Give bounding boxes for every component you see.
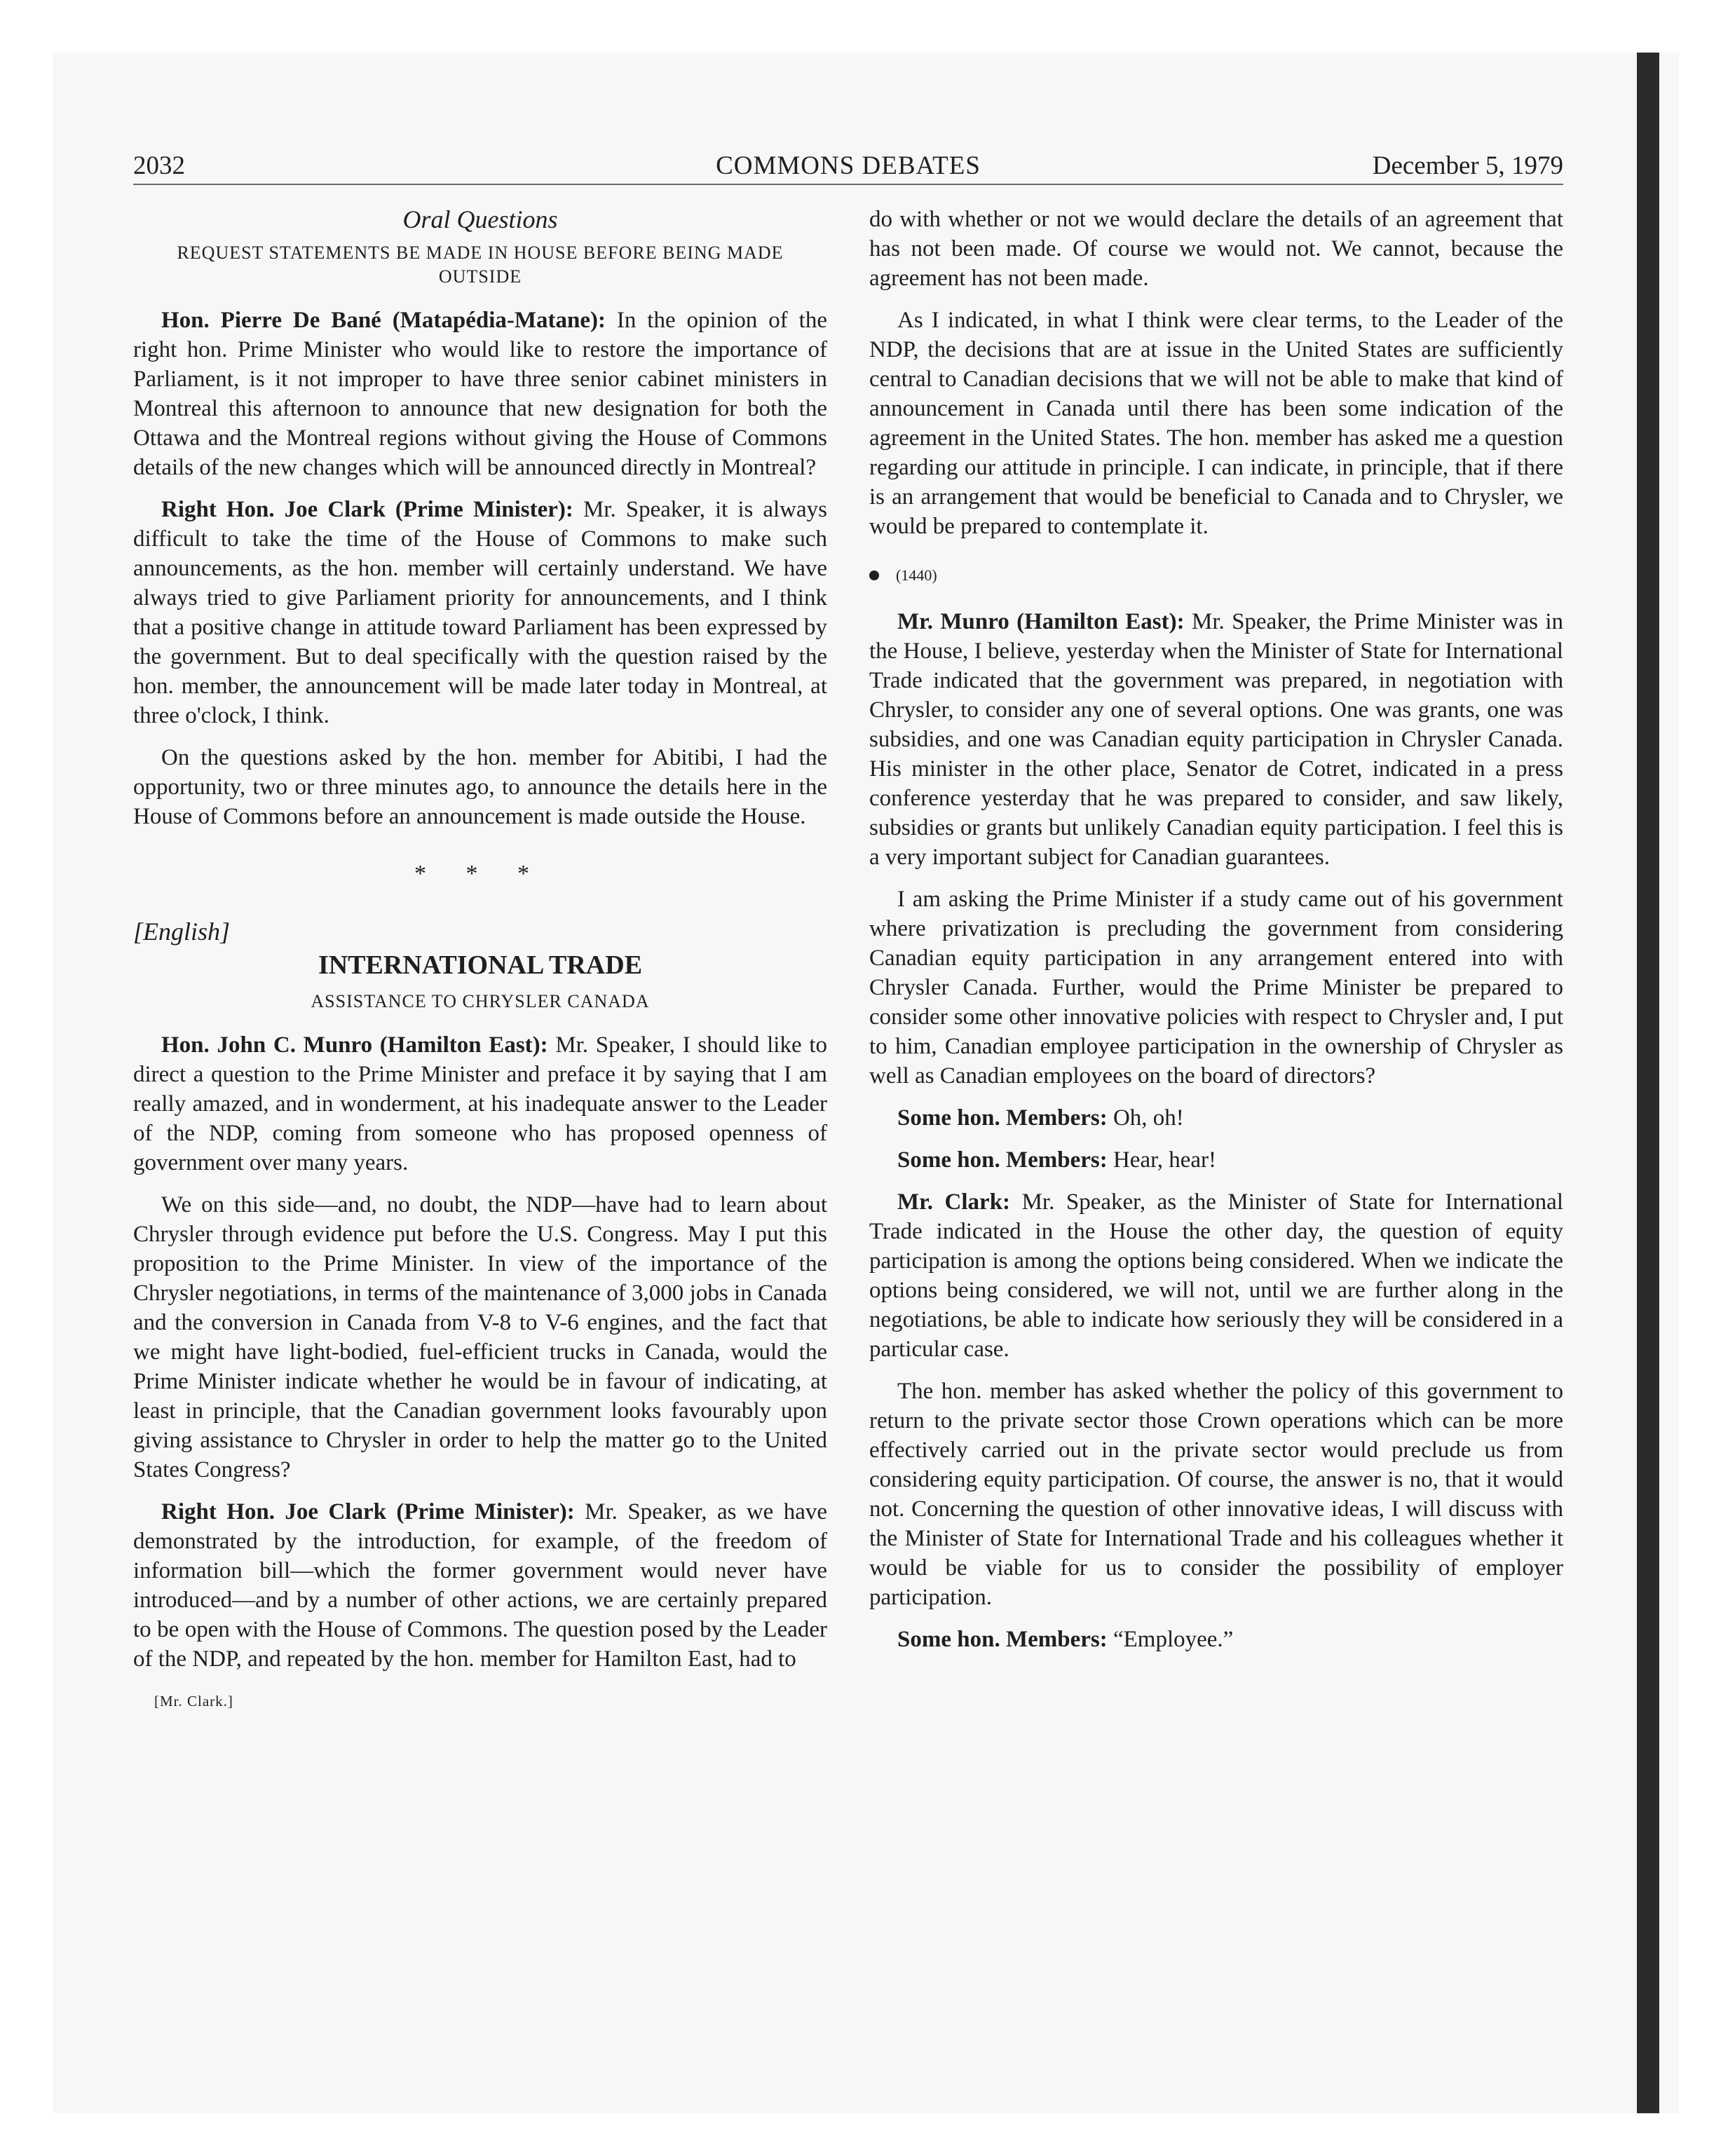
speech-text: Mr. Speaker, as we have demonstrated by the introduction, for example, of the freedom of information bill—which the former government would never have introduced—and by a number of other actions, we are certainly prepared to be open with the House of Commons. The question posed by the Leader of the NDP, and repeated by the hon. member for Hamilton East, had to (133, 1499, 827, 1672)
publication-title: COMMONS DEBATES (716, 151, 981, 180)
speaker-name: Right Hon. Joe Clark (Prime Minister): (161, 497, 573, 522)
speech-text: Hear, hear! (1107, 1147, 1217, 1173)
speech-text: Mr. Speaker, it is always difficult to take the time of the House of Commons to make such announcements, as the hon. member will certainly understand. We have always tried to give Parliament priority for announcements, and I think that a positive change in attitude toward Parliament has been expressed by the government. But to deal specifically with the question raised by the hon. member, the announcement will be made later today in Montreal, at three o'clock, I think. (133, 497, 827, 728)
subheading-chrysler: ASSISTANCE TO CHRYSLER CANADA (311, 991, 650, 1011)
subheading-request-statements: REQUEST STATEMENTS BE MADE IN HOUSE BEFORE BEING MADE OUTSIDE (177, 243, 784, 287)
oral-questions-heading: Oral Questions (402, 205, 558, 233)
speech-text: In the opinion of the right hon. Prime Minister who would like to restore the importance of Parliament, is it not improper to have three senior cabinet ministers in Montreal this afternoon to announce that new designation for both the Ottawa and the Montreal regions without giving the House of Commons details of the new changes which will be announced directly in Montreal? (133, 308, 827, 480)
paragraph (869, 1145, 1563, 1175)
paragraph: We on this side—and, no doubt, the NDP—have had to learn about Chrysler through evidence put before the U.S. Congress. May I put this proposition to the Prime Minister. In view of the importance of the Chrysler negotiations, in terms of the maintenance of 3,000 jobs in Canada and the conversion in Canada from V-8 to V-6 engines, and the fact that we might have light-bodied, fuel-efficient trucks in Canada, would the Prime Minister indicate whether he would be in favour of indicating, at least in principle, that the Canadian government looks favourably upon giving assistance to Chrysler in order to help the matter go to the United States Congress? (133, 1192, 827, 1482)
paragraph (133, 495, 827, 730)
speaker-name: Right Hon. Joe Clark (Prime Minister): (161, 1499, 575, 1524)
paragraph (869, 1187, 1563, 1364)
speaker-name: Mr. Munro (Hamilton East): (897, 609, 1185, 634)
paragraph (133, 1030, 827, 1178)
scan-edge-shadow (1637, 53, 1659, 2113)
section-separator: * * * (414, 861, 546, 887)
paragraph (133, 1497, 827, 1674)
paragraph: do with whether or not we would declare the details of an agreement that has not been made. Of course we would not. We cannot, because the agreement has not been made. (869, 207, 1563, 291)
time-stamp: (1440) (896, 566, 937, 584)
speech-text: Oh, oh! (1107, 1105, 1184, 1131)
speaker-name: Some hon. Members: (897, 1105, 1108, 1131)
speech-text: “Employee.” (1107, 1627, 1234, 1652)
paragraph: As I indicated, in what I think were clear terms, to the Leader of the NDP, the decisions that are at issue in the United States are sufficiently central to Canadian decisions that we will not be able to make that kind of announcement in Canada until there has been some indication of the agreement in the United States. The hon. member has asked me a question regarding our attitude in principle. I can indicate, in principle, that if there is an arrangement that would be beneficial to Canada and to Chrysler, we would be prepared to contemplate it. (869, 308, 1563, 539)
speech-text: Mr. Speaker, I should like to direct a question to the Prime Minister and preface it by saying that I am really amazed, and in wonderment, at his inadequate answer to the Leader of the NDP, coming from someone who has proposed openness of government over many years. (133, 1032, 827, 1175)
speech-text: Mr. Speaker, the Prime Minister was in the House, I believe, yesterday when the Minister of State for International Trade indicated that the government was prepared, in negotiation with Chrysler, to consider any one of several options. One was grants, one was subsidies, and one was Canadian equity participation in Chrysler Canada. His minister in the other place, Senator de Cotret, indicated in a press conference yesterday that he was prepared to consider, and saw likely, subsidies or grants but unlikely Canadian equity participation. I feel this is a very important subject for Canadian guarantees. (869, 609, 1563, 870)
section-heading: INTERNATIONAL TRADE (318, 950, 643, 980)
paragraph: The hon. member has asked whether the policy of this government to return to the private sector those Crown operations which can be more effectively carried out in the private sector would preclude us from considering equity participation. Of course, the answer is no, that it would not. Concerning the question of other innovative ideas, I will discuss with the Minister of State for International Trade and his colleagues whether it would be viable for us to consider the possibility of employer participation. (869, 1379, 1563, 1610)
paragraph: On the questions asked by the hon. member for Abitibi, I had the opportunity, two or three minutes ago, to announce the details here in the House of Commons before an announcement is made outside the House. (133, 745, 827, 829)
paragraph (869, 1103, 1563, 1133)
paragraph (869, 607, 1563, 872)
paragraph (869, 1625, 1563, 1654)
speaker-name: Some hon. Members: (897, 1147, 1108, 1173)
right-column (869, 205, 1563, 1667)
speaker-name: Some hon. Members: (897, 1627, 1108, 1652)
page-footer-speaker: [Mr. Clark.] (154, 1693, 233, 1710)
paragraph (133, 306, 827, 482)
speech-text: Mr. Speaker, as the Minister of State for International Trade indicated in the House the other day, the question of equity participation is among the options being considered. When we indicate the options being considered, we will not, until we are further along in the negotiations, be able to indicate how seriously they will be considered in a particular case. (869, 1189, 1563, 1362)
language-marker: [English] (133, 917, 231, 946)
speaker-name: Hon. Pierre De Bané (Matapédia-Matane): (161, 308, 606, 333)
left-column (133, 205, 827, 1716)
speaker-name: Hon. John C. Munro (Hamilton East): (161, 1032, 548, 1058)
page-header (133, 149, 1563, 185)
page-number: 2032 (133, 151, 185, 180)
paragraph: I am asking the Prime Minister if a study came out of his government where privatization is precluding the government from considering Canadian equity participation in any arrangement entered into with Chrysler Canada. Further, would the Prime Minister be prepared to consider some other innovative policies with respect to Chrysler and, I put to him, Canadian employee participation in the ownership of Chrysler as well as Canadian employees on the board of directors? (869, 887, 1563, 1089)
speaker-name: Mr. Clark: (897, 1189, 1011, 1215)
bullet-icon (869, 571, 879, 580)
page-date: December 5, 1979 (1372, 151, 1563, 180)
time-marker (869, 561, 1563, 590)
